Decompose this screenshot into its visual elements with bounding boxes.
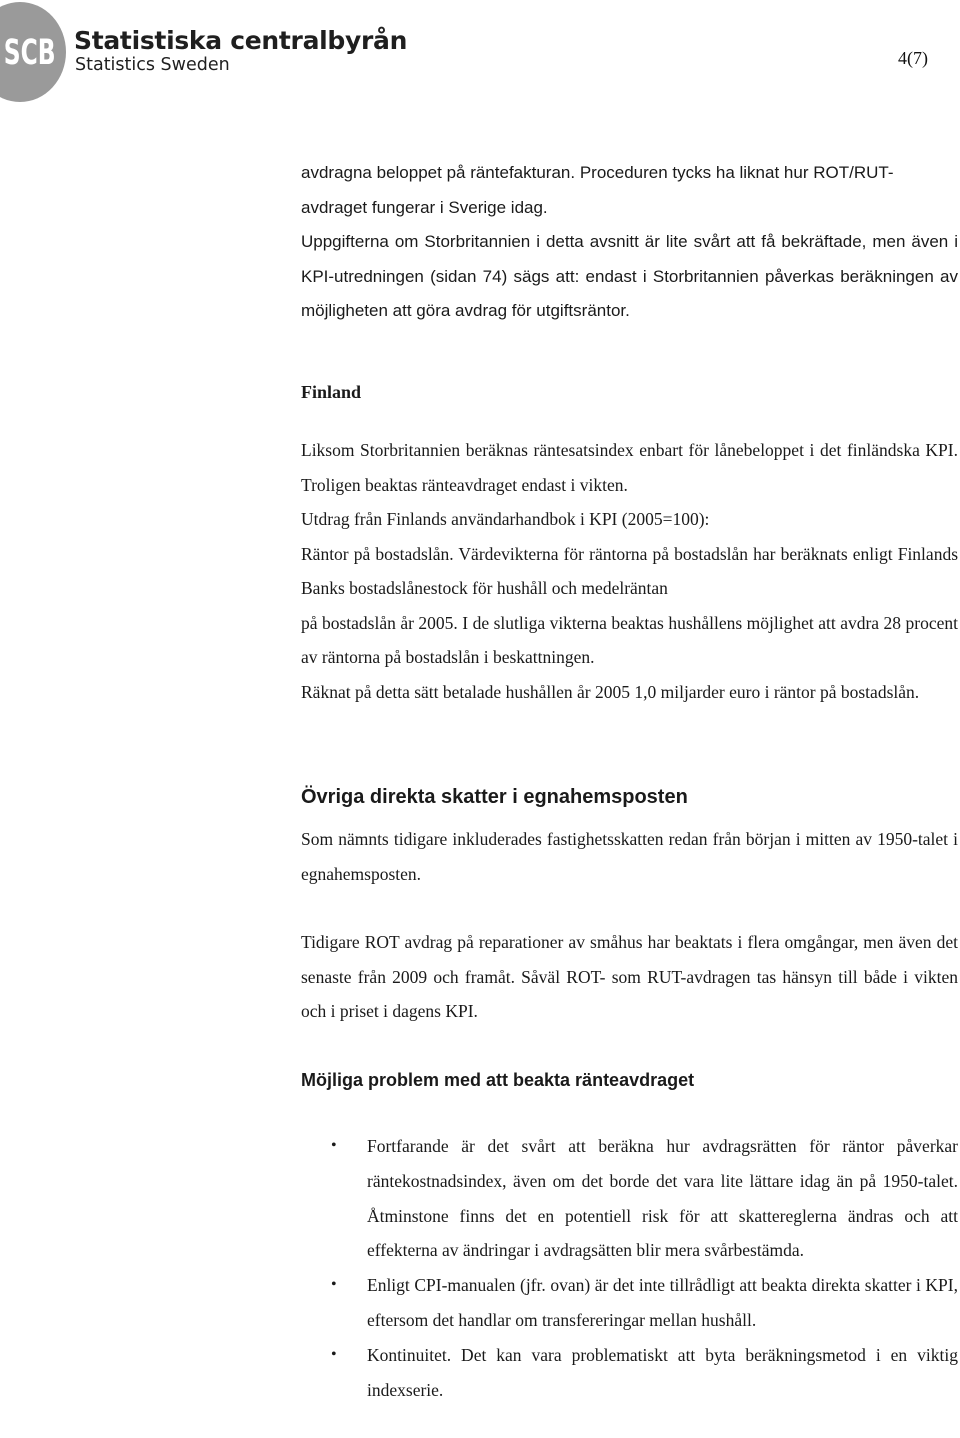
problems-heading: Möjliga problem med att beakta ränteavdraget [301,1070,695,1090]
logo-subtitle: Statistics Sweden [75,55,230,75]
finland-paragraph-4: på bostadslån år 2005. I de slutliga vikterna beaktas hushållens möjlighet att avdra 28 procent av räntorna på bostadslån i beskattningen. [301,612,958,667]
scb-logo [0,0,420,104]
uk-paragraph: Uppgifterna om Storbritannien i detta avsnitt är lite svårt att få bekräftade, men även i KPI-utredningen (sidan 74) sägs att: endast i Storbritannien påverkas beräkningen av möjligheten att göra avdrag för utgiftsräntor. [301,232,958,320]
bullet-icon: • [331,1137,337,1154]
logo-monogram: SCB [3,32,56,73]
logo-title: Statistiska centralbyrån [74,26,408,55]
list-item: • Kontinuitet. Det kan vara problematiskt att byta beräkningsmetod i en viktig indexserie. [301,1338,958,1408]
list-item: • Fortfarande är det svårt att beräkna hur avdragsrätten för räntor påverkar räntekostnadsindex, även om det borde det vara lite lättare idag än på 1950-talet. Åtminstone finns det en potentiell risk för att skattereglerna ändras och att effekterna av ändringar i avdragsätten blir mera svårbestämda. [301,1129,958,1268]
page-number: 4(7) [898,48,928,68]
bullet-icon: • [331,1276,337,1294]
other-taxes-paragraph-2: Tidigare ROT avdrag på reparationer av småhus har beaktats i flera omgångar, men även det senaste från 2009 och framåt. Såväl ROT- som RUT-avdragen tas hänsyn till både i vikten och i priset i dagens KPI. [301,932,958,1021]
finland-paragraph-3: Räntor på bostadslån. Värdevikterna för räntorna på bostadslån har beräknats enligt Finlands Banks bostadslånestock för hushåll och medelräntan [301,543,958,598]
problems-list [301,1129,958,1407]
finland-paragraph-2: Utdrag från Finlands användarhandbok i KPI (2005=100): [301,509,710,529]
intro-paragraph: avdragna beloppet på räntefakturan. Proceduren tycks ha liknat hur ROT/RUT-avdraget fungerar i Sverige idag. [301,163,894,217]
other-taxes-heading: Övriga direkta skatter i egnahemsposten [301,786,688,808]
finland-heading: Finland [301,382,362,402]
finland-paragraph-1: Liksom Storbritannien beräknas räntesatsindex enbart för lånebeloppet i det finländska KPI. Troligen beaktas ränteavdraget endast i vikten. [301,440,958,495]
intro-paragraph-block [301,156,958,329]
finland-paragraph-5: Räknat på detta sätt betalade hushållen år 2005 1,0 miljarder euro i räntor på bostadslån. [301,681,920,702]
list-item: • Enligt CPI-manualen (jfr. ovan) är det inte tillrådligt att beakta direkta skatter i KPI, eftersom det handlar om transfereringar mellan hushåll. [301,1268,958,1338]
finland-section [301,433,958,709]
bullet-icon: • [331,1345,337,1363]
other-taxes-paragraph-1: Som nämnts tidigare inkluderades fastighetsskatten redan från början i mitten av 1950-talet i egnahemsposten. [301,829,958,884]
other-taxes-section [301,822,958,1029]
scb-logo-mark [0,2,66,102]
